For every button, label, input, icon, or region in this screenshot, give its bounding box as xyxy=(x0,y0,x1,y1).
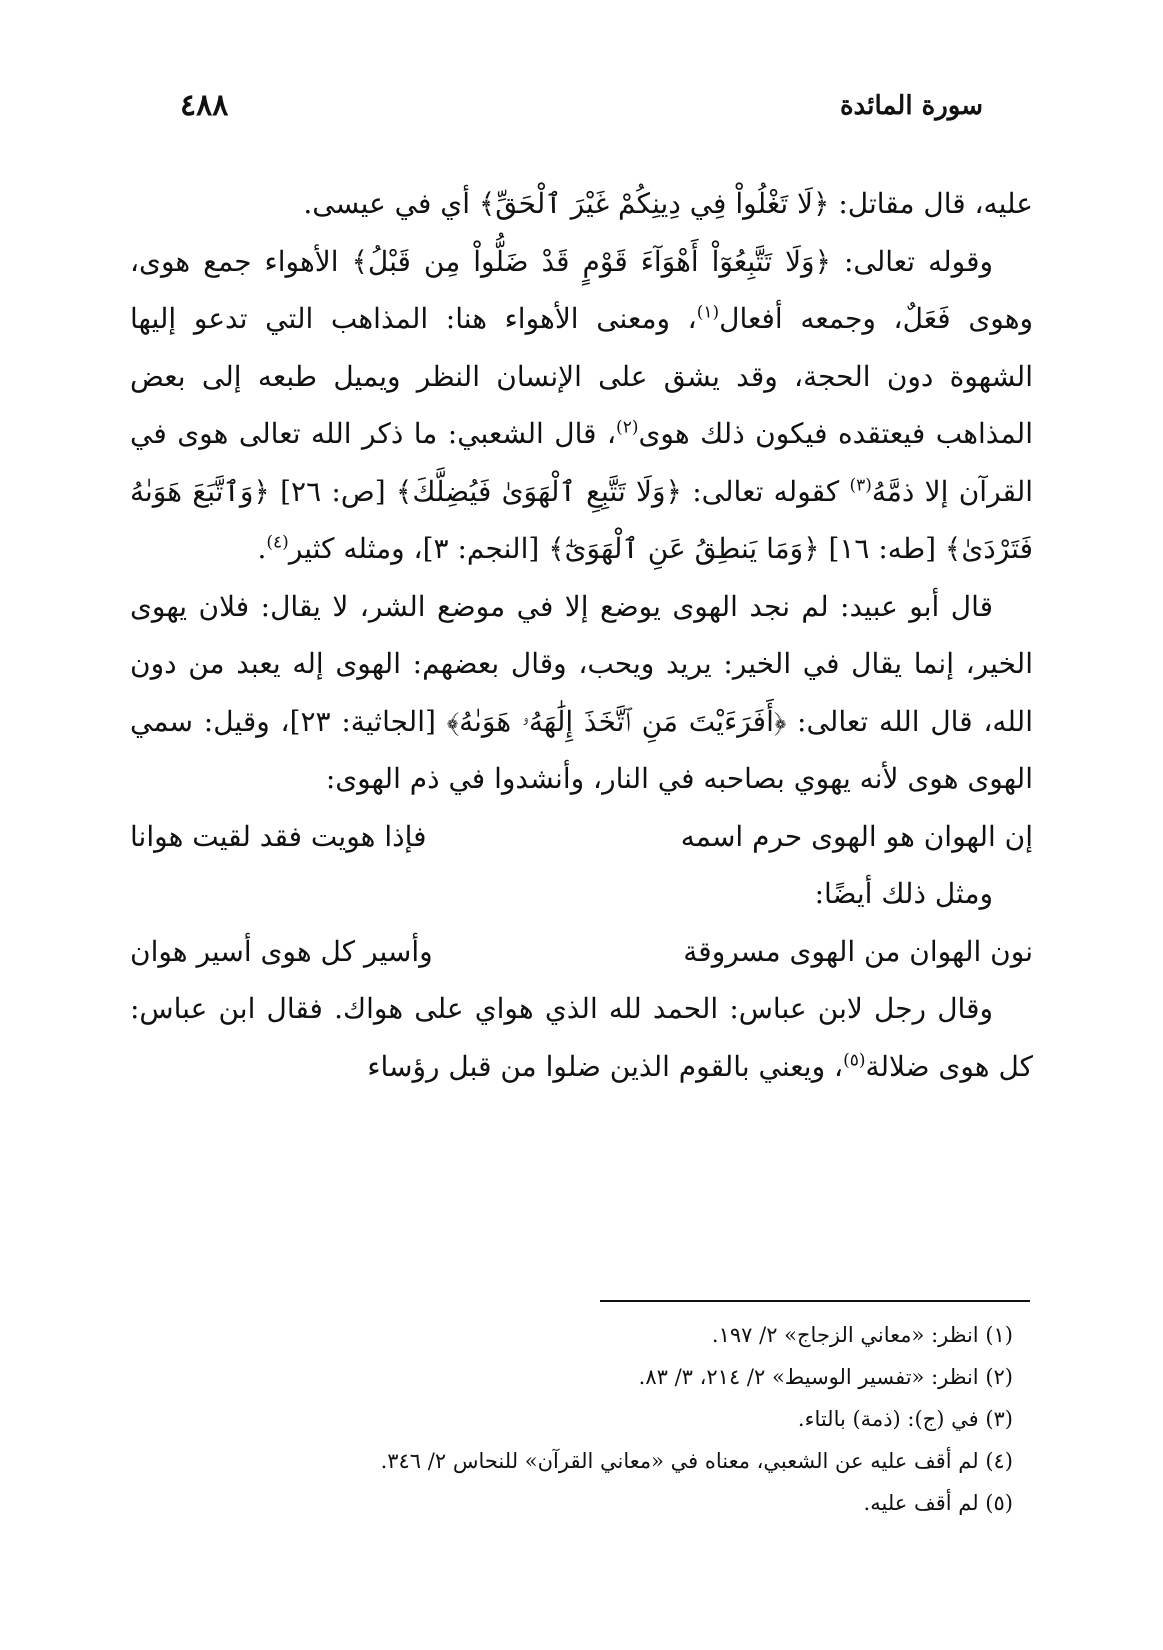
footnote: (٥) لم أقف عليه. xyxy=(863,1491,1013,1515)
poetry-verse xyxy=(130,808,1033,866)
paragraph-text: . xyxy=(257,532,267,565)
main-text xyxy=(130,175,1033,1095)
footnote: (٣) في (ج): (ذمة) بالتاء. xyxy=(797,1407,1013,1431)
footnote-separator xyxy=(600,1300,1030,1302)
verse-second-hemistich: فإذا هويت فقد لقيت هوانا xyxy=(130,819,427,853)
paragraph xyxy=(130,175,1033,233)
footnotes xyxy=(130,1314,1013,1524)
paragraph-text: كقوله تعالى: ﴿وَلَا تَتَّبِعِ ٱلْهَوَىٰ فَيُضِلَّكَ﴾ [ص: ٢٦] ﴿وَٱتَّبَعَ هَوَىٰهُ فَتَرْدَىٰ﴾ [طه: ١٦] ﴿وَمَا يَنطِقُ عَنِ ٱلْهَوَىٰٓ﴾ [النجم: ٣]، ومثله كثير xyxy=(130,474,1033,565)
running-title: سورة المائدة xyxy=(839,90,983,121)
paragraph-text: ، ويعني بالقوم الذين ضلوا من قبل رؤساء xyxy=(367,1049,844,1083)
paragraph-text: وقوله تعالى: ﴿وَلَا تَتَّبِعُوٓاْ أَهْوَآءَ قَوْمٍ قَدْ ضَلُّواْ مِن قَبْلُ﴾ الأهواء جمع هوى، وهوى فَعَلٌ، وجمعه أفعال xyxy=(130,244,1034,335)
paragraph xyxy=(130,578,1033,808)
verse-first-hemistich: إن الهوان هو الهوى حرم اسمه xyxy=(680,819,1033,853)
poetry-verse xyxy=(130,923,1033,981)
page-header xyxy=(180,88,983,123)
paragraph-text: وقال رجل لابن عباس: الحمد لله الذي هواي على هواك. فقال ابن عباس: كل هوى ضلالة xyxy=(130,992,1033,1083)
paragraph-text: ، ومعنى الأهواء هنا: المذاهب التي تدعو إليها الشهوة دون الحجة، وقد يشق على الإنسان النظر ويميل طبعه إلى بعض المذاهب فيعتقده فيكون ذلك هوى xyxy=(130,302,1033,450)
footnote: (١) انظر: «معاني الزجاج» ٢/ ١٩٧. xyxy=(711,1323,1013,1347)
footnote-marker: (٣) xyxy=(849,475,872,496)
footnote-marker: (٥) xyxy=(843,1050,866,1071)
verse-first-hemistich: نون الهوان من الهوى مسروقة xyxy=(683,934,1033,968)
footnote-marker: (٤) xyxy=(266,532,289,553)
footnote-marker: (٢) xyxy=(616,417,639,438)
paragraph-text: ومثل ذلك أيضًا: xyxy=(814,877,993,910)
paragraph xyxy=(130,980,1033,1095)
verse-second-hemistich: وأسير كل هوى أسير هوان xyxy=(130,934,433,968)
paragraph-text: قال أبو عبيد: لم نجد الهوى يوضع إلا في موضع الشر، لا يقال: فلان يهوى الخير، إنما يقال في الخير: يريد ويحب، وقال بعضهم: الهوى إله يعبد من دون الله، قال الله تعالى: ﴿أَفَرَءَيْتَ مَنِ ٱتَّخَذَ إِلَٰهَهُۥ هَوَىٰهُ﴾ [الجاثية: ٢٣]، وقيل: سمي الهوى هوى لأنه يهوي بصاحبه في النار، وأنشدوا في ذم الهوى: xyxy=(130,589,1033,795)
paragraph xyxy=(130,233,1033,578)
footnote: (٤) لم أقف عليه عن الشعبي، معناه في «معاني القرآن» للنحاس ٢/ ٣٤٦. xyxy=(380,1449,1013,1473)
paragraph xyxy=(130,865,1033,923)
footnote: (٢) انظر: «تفسير الوسيط» ٢/ ٢١٤، ٣/ ٨٣. xyxy=(638,1365,1013,1389)
footnote-marker: (١) xyxy=(696,302,720,323)
page-number: ٤٨٨ xyxy=(180,88,229,123)
paragraph-text: عليه، قال مقاتل: ﴿لَا تَغْلُواْ فِي دِينِكُمْ غَيْرَ ٱلْحَقِّ﴾ أي في عيسى. xyxy=(303,187,1033,220)
paragraph-text: ، قال الشعبي: ما ذكر الله تعالى هوى في القرآن إلا ذمَّهُ xyxy=(130,417,1033,508)
